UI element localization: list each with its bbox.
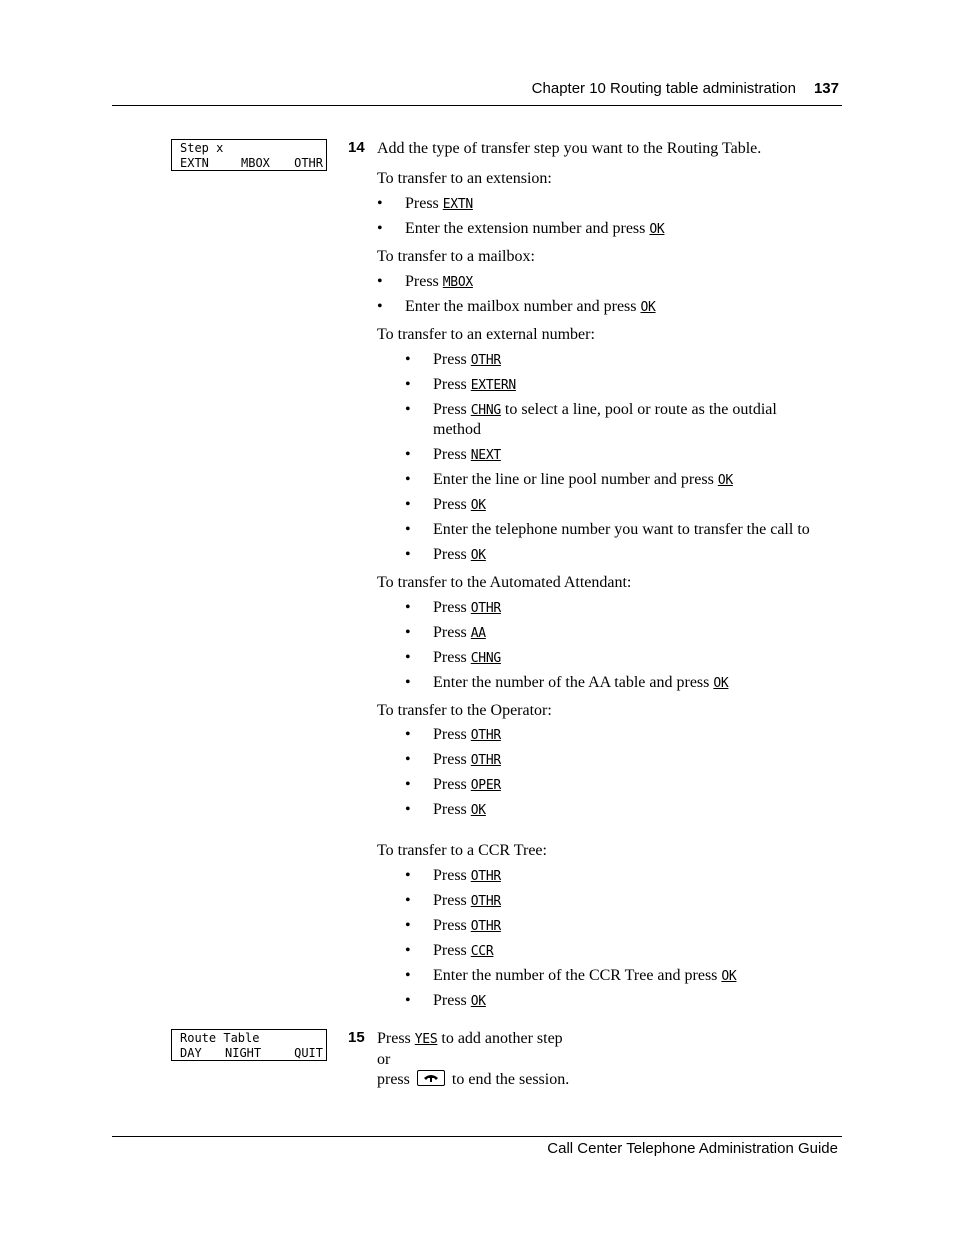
list-item	[433, 375, 516, 396]
lcd-display-step	[171, 139, 327, 171]
bullet-icon: •	[405, 726, 411, 743]
softkey-label: OK	[649, 222, 665, 237]
list-item	[433, 445, 501, 466]
softkey-label: OK	[470, 548, 486, 563]
text-segment: Press	[433, 546, 471, 563]
list-item	[433, 775, 501, 796]
text-segment: Press	[433, 917, 471, 934]
text-segment: press	[377, 1071, 414, 1088]
text-segment: Enter the number of the CCR Tree and press	[433, 967, 722, 984]
lcd-line-1: Route Table	[180, 1031, 260, 1045]
bullet-icon: •	[405, 599, 411, 616]
bullet-icon: •	[405, 674, 411, 691]
softkey-label: NEXT	[470, 448, 501, 463]
softkey-label: OTHR	[470, 601, 501, 616]
text-segment: Press	[433, 351, 471, 368]
text-segment: Enter the telephone number you want to transfer the call to	[433, 521, 810, 538]
text-segment: Press	[433, 649, 471, 666]
list-item	[433, 545, 486, 566]
page-footer	[112, 1136, 842, 1157]
bullet-icon: •	[405, 751, 411, 768]
section-heading: To transfer to an external number:	[377, 326, 595, 343]
softkey-label: OK	[721, 969, 737, 984]
text-segment: Press	[433, 992, 471, 1009]
bullet-icon: •	[405, 917, 411, 934]
softkey-label: OK	[640, 300, 656, 315]
list-item	[433, 941, 493, 962]
section-heading: To transfer to a CCR Tree:	[377, 842, 547, 859]
list-item	[433, 400, 777, 421]
softkey-label: OK	[470, 803, 486, 818]
softkey-label: CHNG	[470, 651, 501, 666]
text-segment: Press	[433, 751, 471, 768]
bullet-icon: •	[405, 942, 411, 959]
softkey-label: EXTN	[442, 197, 473, 212]
bullet-icon: •	[377, 195, 383, 212]
text-segment: Press	[433, 446, 471, 463]
softkey-extn: EXTN	[180, 156, 209, 170]
bullet-icon: •	[405, 776, 411, 793]
list-item	[433, 520, 810, 541]
step-number: 14	[348, 139, 365, 156]
text-segment: Enter the line or line pool number and press	[433, 471, 718, 488]
bullet-icon: •	[377, 273, 383, 290]
bullet-icon: •	[405, 892, 411, 909]
bullet-icon: •	[405, 351, 411, 368]
softkey-label: OK	[470, 994, 486, 1009]
list-item-continuation: method	[433, 421, 481, 438]
list-item	[405, 194, 473, 215]
bullet-icon: •	[405, 376, 411, 393]
bullet-icon: •	[405, 992, 411, 1009]
softkey-day: DAY	[180, 1046, 202, 1060]
step-15-line-1	[377, 1029, 563, 1050]
text-segment: Press	[405, 195, 443, 212]
list-item	[433, 750, 501, 771]
list-item	[433, 598, 501, 619]
page-header	[112, 79, 842, 106]
text-segment: to select a line, pool or route as the outdial	[500, 401, 777, 418]
text-segment: Press	[433, 726, 471, 743]
bullet-icon: •	[405, 801, 411, 818]
softkey-label: OTHR	[470, 353, 501, 368]
softkey-label: OTHR	[470, 869, 501, 884]
text-segment: Enter the number of the AA table and press	[433, 674, 714, 691]
list-item	[433, 725, 501, 746]
section-heading: To transfer to a mailbox:	[377, 248, 535, 265]
text-segment: Press	[433, 624, 471, 641]
softkey-night: NIGHT	[225, 1046, 262, 1060]
step-number: 15	[348, 1029, 365, 1046]
bullet-icon: •	[405, 521, 411, 538]
softkey-mbox: MBOX	[241, 156, 270, 170]
text-segment: Enter the mailbox number and press	[405, 298, 641, 315]
page-number: 137	[813, 80, 839, 97]
text-segment: Press	[433, 496, 471, 513]
softkey-label: OK	[717, 473, 733, 488]
bullet-icon: •	[405, 496, 411, 513]
list-item	[433, 800, 486, 821]
softkey-label: OK	[470, 498, 486, 513]
text-segment: Press	[433, 892, 471, 909]
release-key-icon	[417, 1070, 445, 1086]
document-title: Call Center Telephone Administration Guide	[547, 1140, 838, 1157]
list-item	[405, 272, 473, 293]
softkey-quit: QUIT	[294, 1046, 323, 1060]
softkey-label: OPER	[470, 778, 501, 793]
list-item	[433, 470, 733, 491]
bullet-icon: •	[377, 298, 383, 315]
list-item	[433, 673, 728, 694]
step-instruction: Add the type of transfer step you want to the Routing Table.	[377, 140, 762, 157]
section-heading: To transfer to an extension:	[377, 170, 552, 187]
list-item	[433, 916, 501, 937]
list-item	[433, 648, 501, 669]
step-15-line-3	[377, 1070, 569, 1090]
softkey-othr: OTHR	[294, 156, 323, 170]
bullet-icon: •	[405, 401, 411, 418]
text-segment: Press	[433, 942, 471, 959]
softkey-label: OTHR	[470, 919, 501, 934]
lcd-line-1: Step x	[180, 141, 224, 155]
section-heading: To transfer to the Automated Attendant:	[377, 574, 632, 591]
list-item	[433, 891, 501, 912]
bullet-icon: •	[405, 967, 411, 984]
list-item	[433, 623, 486, 644]
text-segment: Enter the extension number and press	[405, 220, 650, 237]
softkey-label: MBOX	[442, 275, 473, 290]
text-segment: to end the session.	[447, 1071, 570, 1088]
softkey-label: CHNG	[470, 403, 501, 418]
bullet-icon: •	[405, 471, 411, 488]
softkey-label: OTHR	[470, 753, 501, 768]
text-segment: Press	[433, 376, 471, 393]
softkey-label: OTHR	[470, 894, 501, 909]
section-heading: To transfer to the Operator:	[377, 702, 552, 719]
text-segment: to add another step	[437, 1030, 563, 1047]
bullet-icon: •	[405, 867, 411, 884]
list-item	[433, 350, 501, 371]
bullet-icon: •	[377, 220, 383, 237]
bullet-icon: •	[405, 624, 411, 641]
list-item	[433, 495, 486, 516]
softkey-label: EXTERN	[470, 378, 516, 393]
chapter-title: Chapter 10 Routing table administration	[531, 80, 796, 97]
list-item	[405, 219, 664, 240]
list-item	[433, 866, 501, 887]
step-15-line-2: or	[377, 1051, 391, 1068]
list-item	[405, 297, 656, 318]
bullet-icon: •	[405, 649, 411, 666]
text-segment: Press	[377, 1030, 415, 1047]
bullet-icon: •	[405, 446, 411, 463]
softkey-yes: YES	[414, 1032, 438, 1047]
softkey-label: CCR	[470, 944, 494, 959]
text-segment: Press	[433, 776, 471, 793]
list-item	[433, 966, 736, 987]
text-segment: Press	[433, 401, 471, 418]
lcd-display-route-table	[171, 1029, 327, 1061]
list-item	[433, 991, 486, 1012]
text-segment: Press	[433, 599, 471, 616]
text-segment: Press	[433, 867, 471, 884]
text-segment: Press	[433, 801, 471, 818]
softkey-label: OK	[713, 676, 729, 691]
softkey-label: OTHR	[470, 728, 501, 743]
text-segment: Press	[405, 273, 443, 290]
bullet-icon: •	[405, 546, 411, 563]
softkey-label: AA	[470, 626, 486, 641]
